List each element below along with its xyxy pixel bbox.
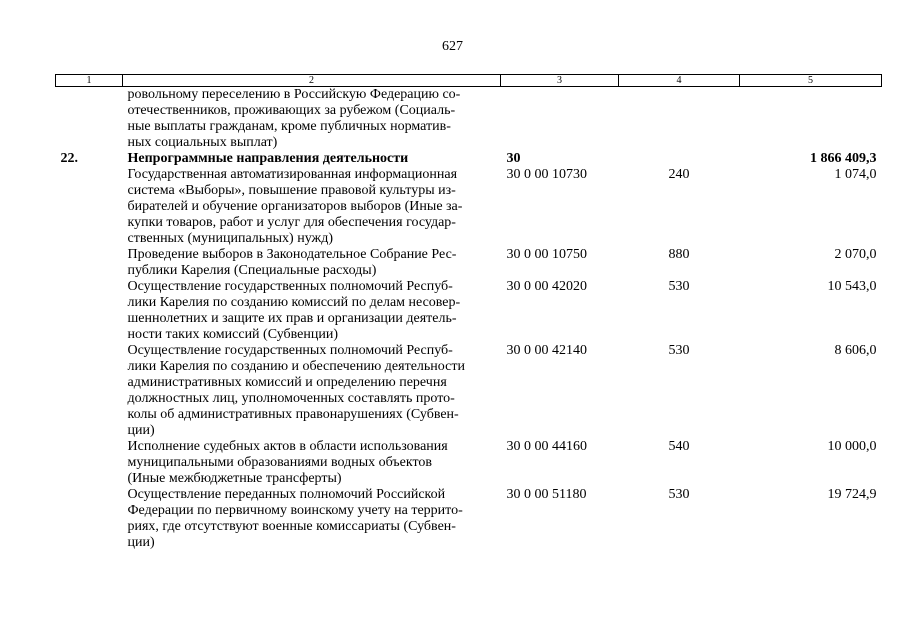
header-col-4: 4 <box>619 75 740 87</box>
table-row <box>56 167 882 247</box>
description-line: Проведение выборов в Законодательное Собрание Рес- <box>127 247 457 262</box>
row-target-code: 30 0 00 42020 <box>506 279 587 294</box>
table-row <box>56 279 882 343</box>
header-col-2: 2 <box>123 75 501 87</box>
table-row <box>56 87 882 152</box>
description-line: ности таких комиссий (Субвенции) <box>127 327 339 342</box>
row-number <box>56 247 123 279</box>
description-line: Непрограммные направления деятельности <box>127 151 409 166</box>
description-line: административных комиссий и определению перечня <box>127 375 447 390</box>
description-line: ровольному переселению в Российскую Федерацию со- <box>127 87 461 102</box>
row-expense-type <box>619 87 740 152</box>
description-line: Осуществление государственных полномочий Респуб- <box>127 343 453 358</box>
row-target-code: 30 0 00 44160 <box>506 439 587 454</box>
row-number: 22. <box>60 151 78 166</box>
row-description <box>123 343 501 439</box>
description-line: ственных (муниципальных) нужд) <box>127 231 333 246</box>
row-expense-type: 540 <box>668 439 690 454</box>
row-amount: 10 543,0 <box>827 279 877 294</box>
row-target-code: 30 <box>506 151 521 166</box>
row-description <box>123 279 501 343</box>
row-target-code: 30 0 00 10730 <box>506 167 587 182</box>
row-expense-type <box>619 151 740 167</box>
row-amount: 8 606,0 <box>834 343 877 358</box>
description-line: лики Карелия по созданию комиссий по делам несовер- <box>127 295 461 310</box>
row-number <box>56 343 123 439</box>
page-number: 627 <box>442 39 463 54</box>
table-row <box>56 151 882 167</box>
row-target-code: 30 0 00 10750 <box>506 247 587 262</box>
description-line: Осуществление переданных полномочий Российской <box>127 487 446 502</box>
row-description <box>123 439 501 487</box>
row-description <box>123 487 501 551</box>
row-number <box>56 439 123 487</box>
row-expense-type: 530 <box>668 343 690 358</box>
description-line: Федерации по первичному воинскому учету на террито- <box>127 503 463 518</box>
header-col-5: 5 <box>740 75 882 87</box>
row-amount: 10 000,0 <box>827 439 877 454</box>
row-expense-type: 880 <box>668 247 690 262</box>
description-line: риях, где отсутствуют военные комиссариаты (Субвен- <box>127 519 456 534</box>
row-number <box>56 487 123 551</box>
description-line: Государственная автоматизированная информационная <box>127 167 458 182</box>
description-line: ции) <box>127 535 155 550</box>
row-amount: 2 070,0 <box>834 247 877 262</box>
row-amount: 19 724,9 <box>827 487 877 502</box>
description-line: ции) <box>127 423 155 438</box>
row-amount: 1 074,0 <box>834 167 877 182</box>
row-description <box>123 87 501 152</box>
row-number <box>56 87 123 152</box>
table-body <box>56 87 882 552</box>
description-line: бирателей и обучение организаторов выборов (Иные за- <box>127 199 463 214</box>
description-line: колы об административных правонарушениях (Субвен- <box>127 407 459 422</box>
description-line: Осуществление государственных полномочий Респуб- <box>127 279 453 294</box>
table-row <box>56 439 882 487</box>
row-description <box>123 151 501 167</box>
description-line: муниципальными образованиями водных объектов <box>127 455 432 470</box>
row-expense-type: 530 <box>668 487 690 502</box>
description-line: шеннолетних и защите их прав и организации деятель- <box>127 311 457 326</box>
row-description <box>123 167 501 247</box>
table-row <box>56 487 882 551</box>
table-row <box>56 247 882 279</box>
description-line: ные выплаты гражданам, кроме публичных норматив- <box>127 119 451 134</box>
description-line: система «Выборы», повышение правовой культуры из- <box>127 183 456 198</box>
budget-table <box>55 74 882 551</box>
description-line: публики Карелия (Специальные расходы) <box>127 263 377 278</box>
header-col-3: 3 <box>501 75 619 87</box>
row-amount: 1 866 409,3 <box>810 151 877 166</box>
description-line: Исполнение судебных актов в области использования <box>127 439 448 454</box>
row-number <box>56 279 123 343</box>
row-number <box>56 167 123 247</box>
header-row <box>56 75 882 87</box>
row-description <box>123 247 501 279</box>
table-header <box>56 75 882 87</box>
table-row <box>56 343 882 439</box>
row-target-code: 30 0 00 42140 <box>506 343 587 358</box>
description-line: (Иные межбюджетные трансферты) <box>127 471 342 486</box>
row-amount <box>740 87 882 152</box>
description-line: должностных лиц, уполномоченных составлять прото- <box>127 391 455 406</box>
description-line: отечественников, проживающих за рубежом (Социаль- <box>127 103 456 118</box>
description-line: лики Карелия по созданию и обеспечению деятельности <box>127 359 465 374</box>
header-col-1: 1 <box>56 75 123 87</box>
row-expense-type: 530 <box>668 279 690 294</box>
description-line: ных социальных выплат) <box>127 135 278 150</box>
description-line: купки товаров, работ и услуг для обеспечения государ- <box>127 215 456 230</box>
row-target-code <box>501 87 619 152</box>
row-target-code: 30 0 00 51180 <box>506 487 587 502</box>
row-expense-type: 240 <box>668 167 690 182</box>
